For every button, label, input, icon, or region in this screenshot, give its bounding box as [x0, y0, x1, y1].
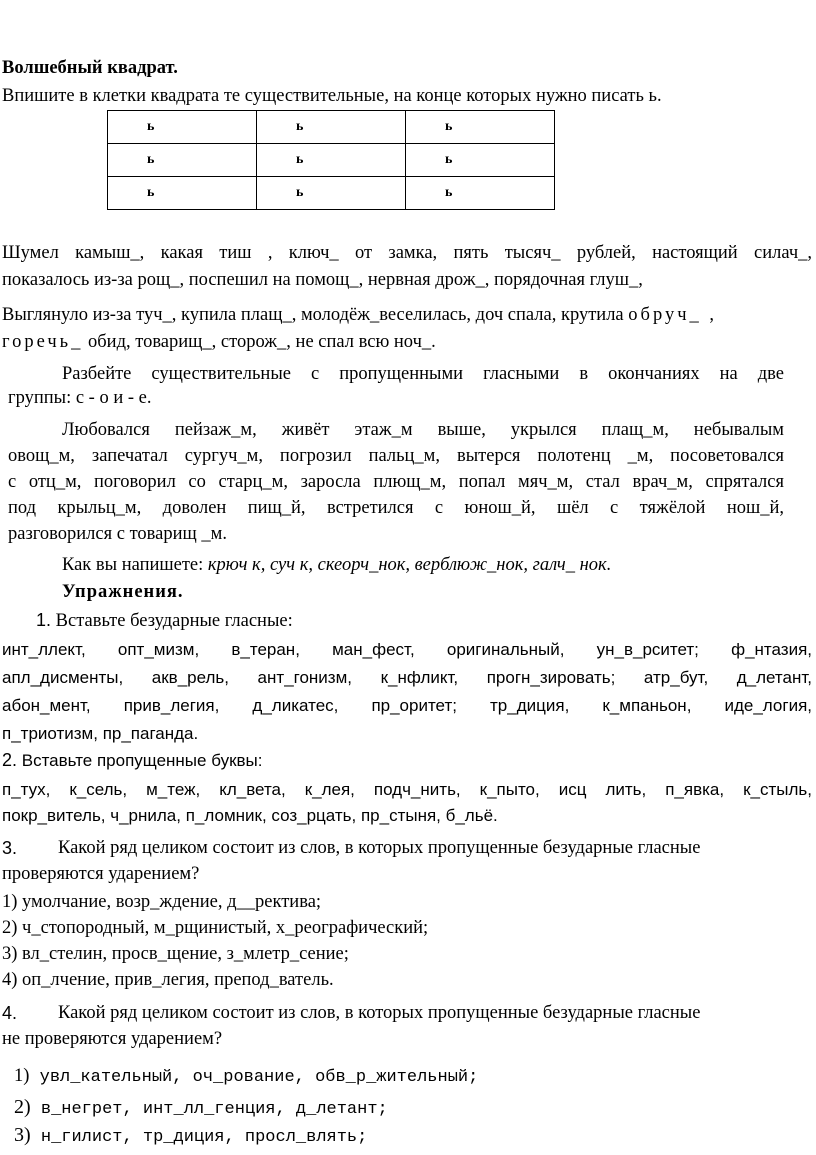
square-cell[interactable]: ь	[257, 144, 406, 177]
option-number: 1)	[14, 1066, 30, 1086]
exercise-heading	[36, 610, 293, 632]
spaced-word: обруч_ ,	[628, 305, 718, 325]
exercise-number: 3.	[2, 838, 18, 858]
paragraph-line: Разбейте существительные с пропущенными гласными в окончаниях на две	[62, 364, 784, 384]
exercise-heading	[2, 1003, 17, 1025]
question-line: не проверяются ударением?	[2, 1029, 223, 1049]
exercise-number: 1.	[36, 610, 52, 630]
exercise-title: Вставьте безударные гласные:	[51, 611, 293, 631]
paragraph-line	[2, 332, 436, 353]
paragraph-line: с отц_м, поговорил со старц_м, заросла плющ_м, попал мяч_м, стал врач_м, спрятался	[8, 472, 784, 492]
paragraph-line: Любовался пейзаж_м, живёт этаж_м выше, укрылся плащ_м, небывалым	[62, 420, 784, 440]
exercise-line: п_тух, к_сель, м_теж, кл_вета, к_лея, подч_нить, к_пыто, исц лить, п_явка, к_стыль,	[2, 780, 812, 799]
exercise-number: 2.	[2, 750, 18, 770]
exercise-line: покр_витель, ч_рнила, п_ломник, соз_рцать, пр_стыня, б_льё.	[2, 806, 498, 825]
instruction-text: Впишите в клетки квадрата те существительные, на конце которых нужно писать ь.	[2, 86, 662, 106]
option-number: 2)	[14, 1096, 31, 1118]
paragraph-line: группы: с - о и - е.	[8, 388, 152, 408]
paragraph-line: Шумел камыш_, какая тиш , ключ_ от замка, пять тысяч_ рублей, настоящий силач_,	[2, 243, 812, 263]
exercise-title: Вставьте пропущенные буквы:	[17, 751, 263, 770]
paragraph-line: показалось из-за рощ_, поспешил на помощ_, нервная дрож_, порядочная глуш_,	[2, 270, 643, 290]
exercise-line: абон_мент, прив_легия, д_ликатес, пр_оритет; тр_диция, к_мпаньон, иде_логия,	[2, 696, 812, 715]
magic-square-grid	[107, 110, 555, 210]
square-cell[interactable]: ь	[257, 177, 406, 210]
answer-option	[14, 1066, 478, 1087]
answer-option: 4) оп_лчение, прив_легия, препод_ватель.	[2, 970, 334, 990]
option-text: н_гилист, тр_диция, просл_влять;	[30, 1128, 368, 1147]
exercise-line: апл_дисменты, акв_рель, ант_гонизм, к_нфликт, прогн_зировать; атр_бут, д_летант,	[2, 668, 812, 687]
square-cell[interactable]: ь	[108, 111, 257, 144]
question-line: Какой ряд целиком состоит из слов, в которых пропущенные безударные гласные	[58, 1003, 701, 1023]
question-label: Как вы напишете:	[62, 555, 208, 575]
exercise-heading	[2, 750, 262, 771]
square-cell[interactable]: ь	[257, 111, 406, 144]
paragraph-text: обид, товарищ_, сторож_, не спал всю ноч_.	[83, 332, 436, 352]
answer-option	[14, 1124, 367, 1147]
paragraph-line	[2, 305, 717, 326]
square-cell[interactable]: ь	[108, 144, 257, 177]
paragraph-line: разговорился с товарищ _м.	[8, 524, 227, 544]
option-text: увл_кательный, оч_рование, обв_р_жительный;	[29, 1068, 479, 1087]
answer-option	[14, 1096, 388, 1119]
exercise-heading	[2, 838, 17, 860]
exercise-line: п_триотизм, пр_паганда.	[2, 724, 199, 743]
exercises-heading: Упражнения.	[62, 582, 184, 602]
paragraph-line: под крыльц_м, доволен пищ_й, встретился с юнош_й, шёл с тяжёлой нош_й,	[8, 498, 784, 518]
square-cell[interactable]: ь	[406, 144, 555, 177]
option-text: в_негрет, инт_лл_генция, д_летант;	[30, 1100, 388, 1119]
exercise-line: инт_ллект, опт_мизм, в_теран, ман_фест, оригинальный, ун_в_рситет; ф_нтазия,	[2, 640, 812, 659]
question-line: проверяются ударением?	[2, 864, 200, 884]
square-cell[interactable]: ь	[406, 177, 555, 210]
square-cell[interactable]: ь	[108, 177, 257, 210]
option-number: 3)	[14, 1124, 31, 1146]
paragraph-text: Выглянуло из-за туч_, купила плащ_, молодёж_веселилась, доч спала, крутила	[2, 305, 629, 325]
paragraph-line: овощ_м, запечатал сургуч_м, погрозил пальц_м, вытерся полотенц _м, посоветовался	[8, 446, 784, 466]
spaced-word: горечь_	[2, 332, 84, 352]
square-cell[interactable]: ь	[406, 111, 555, 144]
exercise-number: 4.	[2, 1003, 18, 1023]
answer-option: 3) вл_стелин, просв_щение, з_млетр_сение;	[2, 944, 349, 964]
paragraph-line	[62, 555, 611, 576]
answer-option: 1) умолчание, возр_ждение, д__ректива;	[2, 892, 322, 912]
answer-option: 2) ч_стопородный, м_рщинистый, х_реографический;	[2, 918, 429, 938]
question-line: Какой ряд целиком состоит из слов, в которых пропущенные безударные гласные	[58, 838, 701, 858]
italic-words: крюч к, суч к, скеорч_нок, верблюж_нок, галч_ нок.	[207, 555, 612, 575]
worksheet-title: Волшебный квадрат.	[2, 58, 178, 78]
